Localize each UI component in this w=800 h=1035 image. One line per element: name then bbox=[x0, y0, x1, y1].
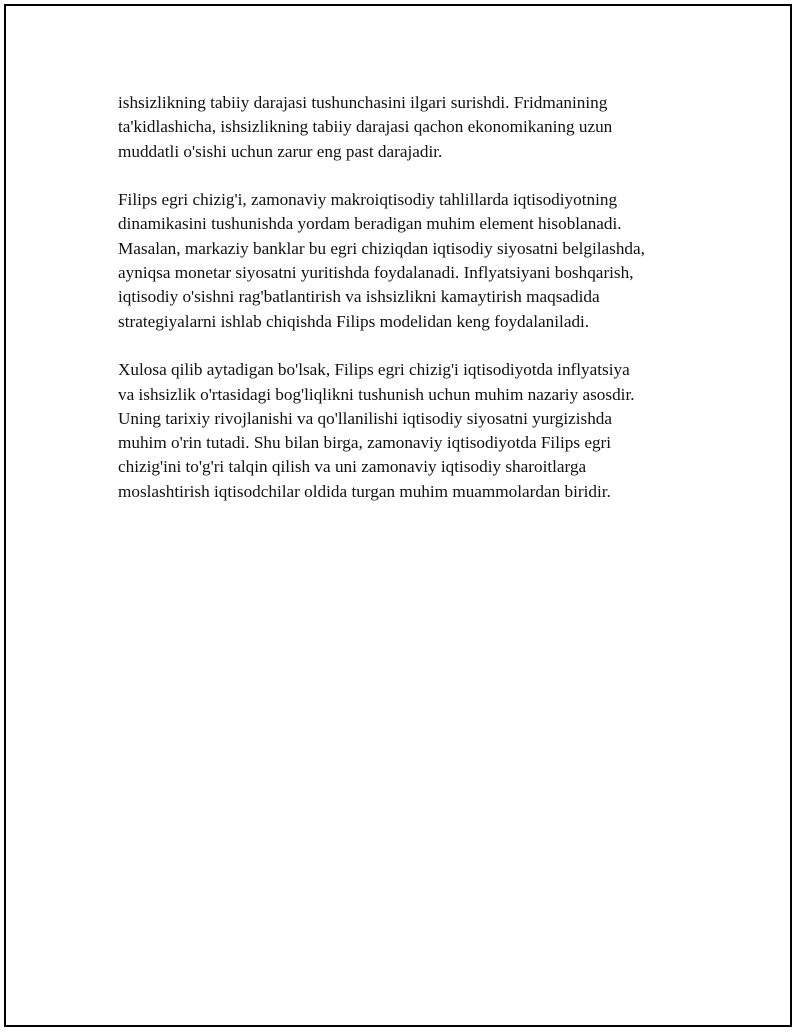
text-line: moslashtirish iqtisodchilar oldida turgan muhim muammolardan biridir. bbox=[118, 481, 611, 501]
text-line: ayniqsa monetar siyosatni yuritishda foydalanadi. Inflyatsiyani boshqarish, bbox=[118, 263, 634, 283]
text-line: muhim o'rin tutadi. Shu bilan birga, zamonaviy iqtisodiyotda Filips egri bbox=[118, 433, 612, 453]
text-line: chizig'ini to'g'ri talqin qilish va uni zamonaviy iqtisodiy sharoitlarga bbox=[118, 457, 587, 477]
text-line: dinamikasini tushunishda yordam beradigan muhim element hisoblanadi. bbox=[118, 214, 622, 234]
text-line: muddatli o'sishi uchun zarur eng past darajadir. bbox=[118, 141, 443, 161]
text-line: Masalan, markaziy banklar bu egri chiziqdan iqtisodiy siyosatni belgilashda, bbox=[118, 238, 645, 258]
paragraph-3 bbox=[118, 358, 708, 504]
text-line: Xulosa qilib aytadigan bo'lsak, Filips egri chizig'i iqtisodiyotda inflyatsiya bbox=[118, 360, 630, 380]
document-body bbox=[118, 91, 708, 528]
text-line: strategiyalarni ishlab chiqishda Filips modelidan keng foydalaniladi. bbox=[118, 311, 590, 331]
paragraph-2 bbox=[118, 188, 708, 334]
text-line: Filips egri chizig'i, zamonaviy makroiqtisodiy tahlillarda iqtisodiyotning bbox=[118, 190, 618, 210]
text-line: iqtisodiy o'sishni rag'batlantirish va ishsizlikni kamaytirish maqsadida bbox=[118, 287, 600, 307]
text-line: ishsizlikning tabiiy darajasi tushunchasini ilgari surishdi. Fridmanining bbox=[118, 93, 608, 112]
paragraph-1 bbox=[118, 91, 708, 164]
text-line: Uning tarixiy rivojlanishi va qo'llanilishi iqtisodiy siyosatni yurgizishda bbox=[118, 408, 613, 428]
text-line: va ishsizlik o'rtasidagi bog'liqlikni tushunish uchun muhim nazariy asosdir. bbox=[118, 384, 635, 404]
text-line: ta'kidlashicha, ishsizlikning tabiiy darajasi qachon ekonomikaning uzun bbox=[118, 117, 613, 137]
